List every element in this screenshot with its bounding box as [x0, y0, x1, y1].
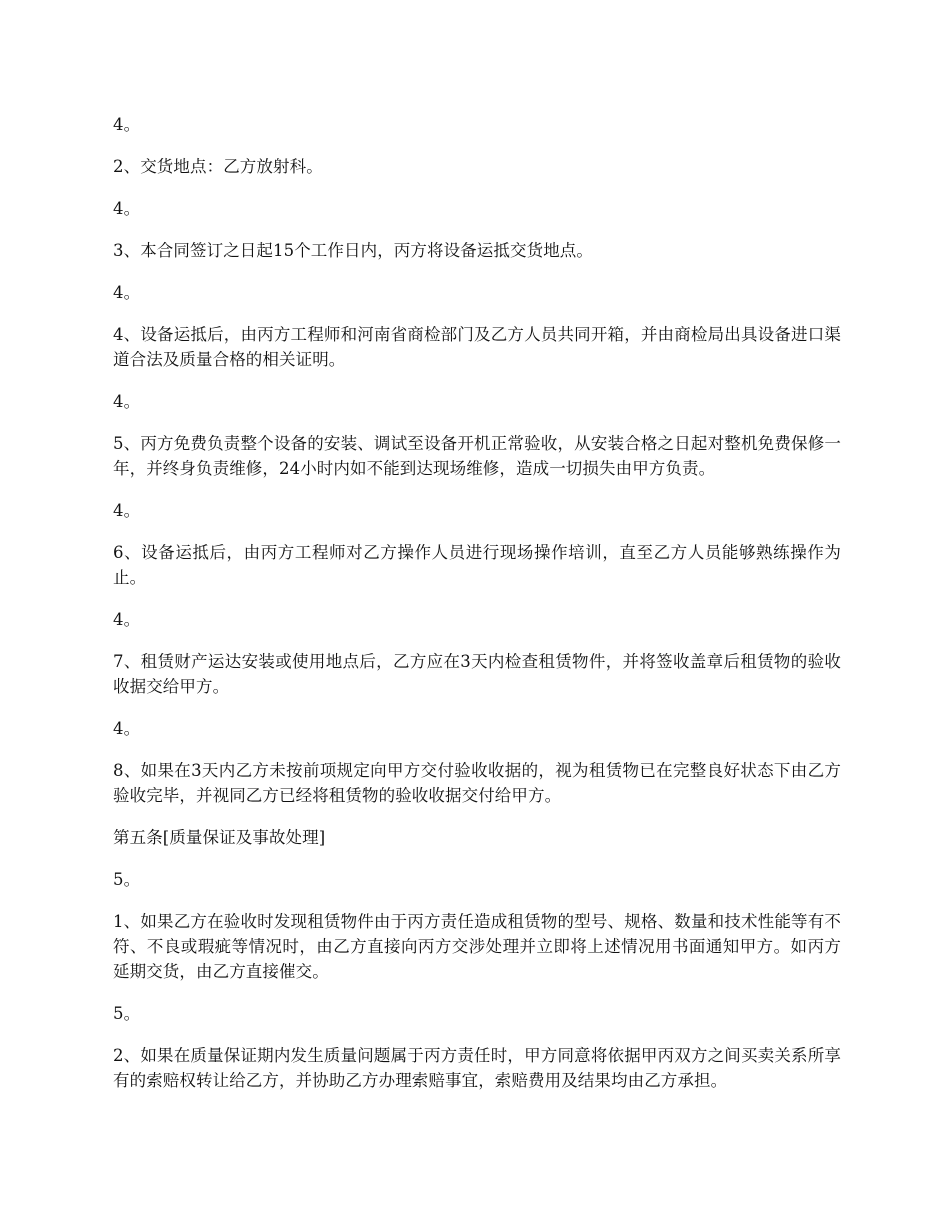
section-number: 4。 [113, 199, 141, 218]
section-number: 4。 [113, 283, 141, 302]
clause-unpacking-inspection: 4、设备运抵后，由丙方工程师和河南省商检部门及乙方人员共同开箱，并由商检局出具设备进口渠道合法及质量合格的相关证明。 [113, 325, 841, 369]
clause-delivery-deadline: 3、本合同签订之日起15个工作日内，丙方将设备运抵交货地点。 [113, 241, 593, 260]
clause-deemed-acceptance: 8、如果在3天内乙方未按前项规定向甲方交付验收收据的，视为租赁物已在完整良好状态下由乙方验收完毕，并视同乙方已经将租赁物的验收收据交付给甲方。 [113, 761, 841, 805]
clause-installation-warranty: 5、丙方免费负责整个设备的安装、调试至设备开机正常验收，从安装合格之日起对整机免费保修一年，并终身负责维修，24小时内如不能到达现场维修，造成一切损失由甲方负责。 [113, 434, 841, 478]
section-number: 4。 [113, 392, 141, 411]
section-number: 4。 [113, 501, 141, 520]
section-number: 4。 [113, 719, 141, 738]
document-body [113, 112, 841, 1110]
article-heading: 第五条[质量保证及事故处理] [113, 828, 326, 847]
clause-operator-training: 6、设备运抵后，由丙方工程师对乙方操作人员进行现场操作培训，直至乙方人员能够熟练操作为止。 [113, 543, 841, 587]
section-number: 4。 [113, 610, 141, 629]
section-number: 5。 [113, 1004, 141, 1023]
section-number: 4。 [113, 115, 141, 134]
section-number: 5。 [113, 870, 141, 889]
clause-delivery-location: 2、交货地点：乙方放射科。 [113, 157, 323, 176]
clause-defect-handling: 1、如果乙方在验收时发现租赁物件由于丙方责任造成租赁物的型号、规格、数量和技术性能等有不符、不良或瑕疵等情况时，由乙方直接向丙方交涉处理并立即将上述情况用书面通知甲方。如丙方延期交货，由乙方直接催交。 [113, 912, 841, 981]
clause-quality-claims: 2、如果在质量保证期内发生质量问题属于丙方责任时，甲方同意将依据甲丙双方之间买卖关系所享有的索赔权转让给乙方，并协助乙方办理索赔事宜，索赔费用及结果均由乙方承担。 [113, 1046, 841, 1090]
clause-acceptance-inspection: 7、租赁财产运达安装或使用地点后，乙方应在3天内检查租赁物件，并将签收盖章后租赁物的验收收据交给甲方。 [113, 652, 841, 696]
